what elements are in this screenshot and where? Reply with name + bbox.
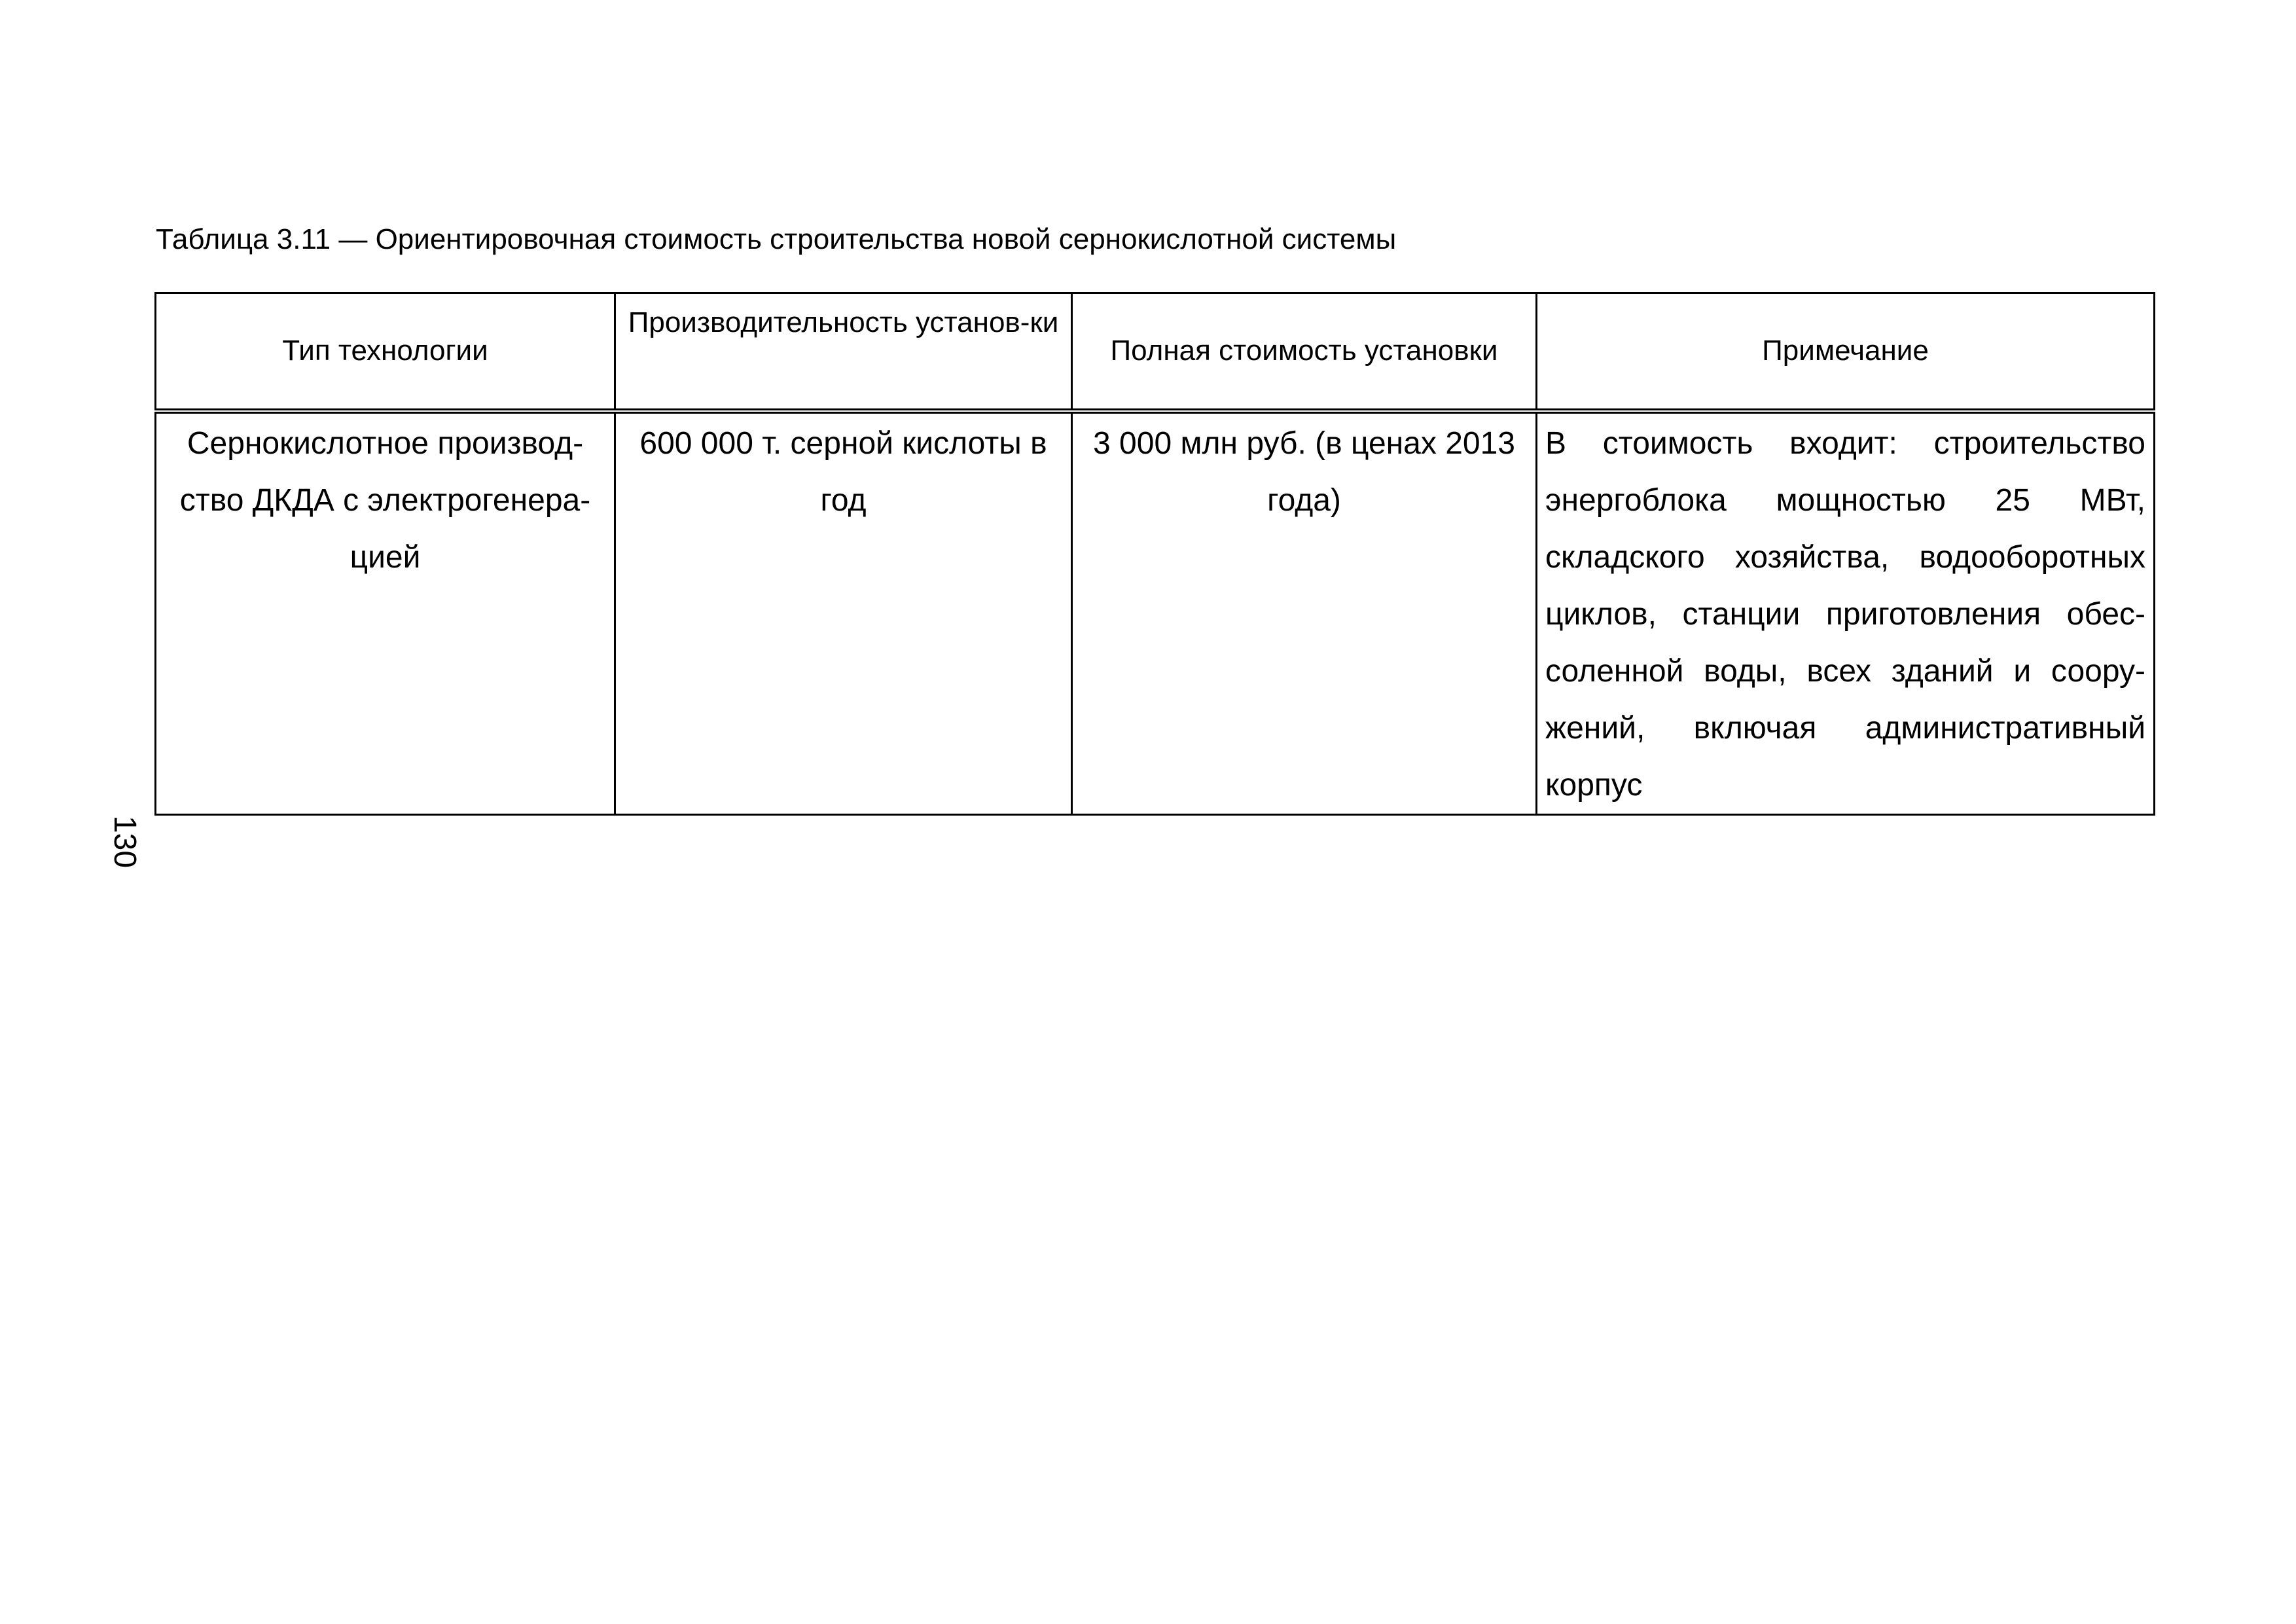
cell-cost: 3 000 млн руб. (в ценах 2013 года): [1072, 411, 1537, 815]
cell-capacity: 600 000 т. серной кислоты в год: [615, 411, 1072, 815]
header-note: Примечание: [1537, 293, 2155, 411]
header-total-cost: Полная стоимость установки: [1072, 293, 1537, 411]
header-technology-type: Тип технологии: [156, 293, 615, 411]
table-header-row: [156, 293, 2155, 411]
header-capacity: Производительность установ-ки: [615, 293, 1072, 411]
table-caption: Таблица 3.11 — Ориентировочная стоимость строительства новой сернокислотной системы: [156, 223, 1397, 255]
cost-table: [154, 292, 2155, 816]
cell-note: В стоимость входит: строительство энергоблока мощностью 25 МВт, складского хозяйства, водооборотных циклов, станции приготовления обес-соленной воды, всех зданий и соору-жений, включая административный корпус: [1537, 411, 2155, 815]
page-number: 130: [107, 815, 142, 869]
cell-technology: Сернокислотное производ-ство ДКДА с электрогенера-цией: [156, 411, 615, 815]
table-row: [156, 411, 2155, 815]
